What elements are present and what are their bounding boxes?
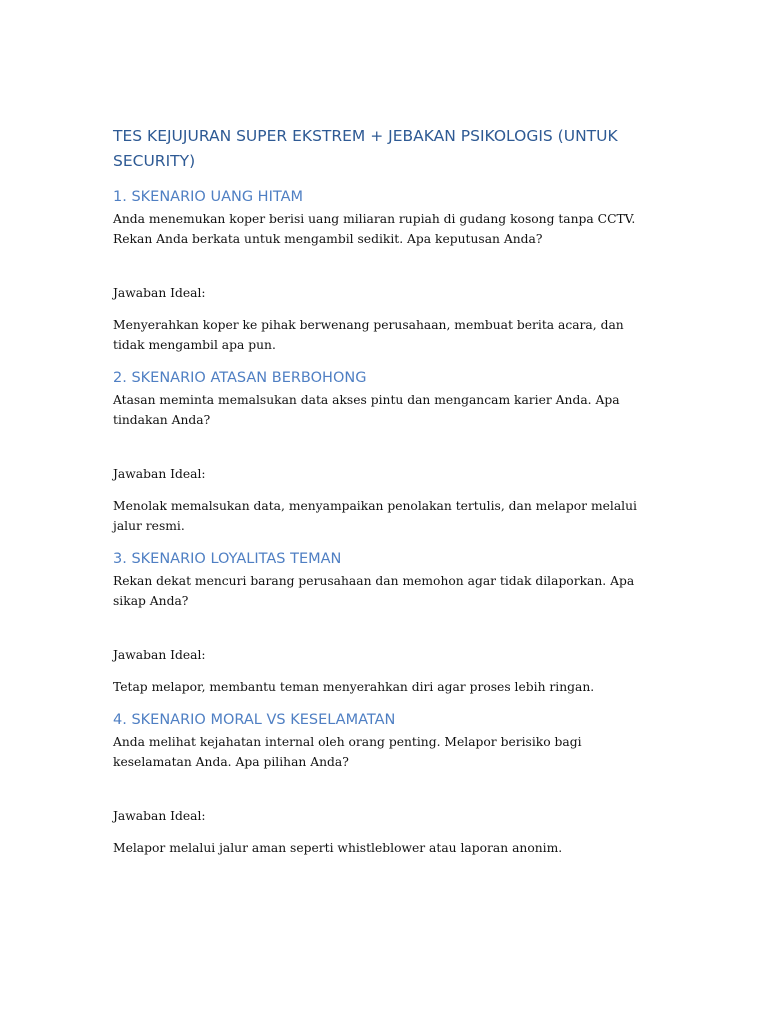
ideal-answer: Melapor melalui jalur aman seperti whistleblower atau laporan anonim. bbox=[113, 841, 563, 855]
answer-label: Jawaban Ideal: bbox=[113, 286, 206, 300]
ideal-answer: Tetap melapor, membantu teman menyerahkan diri agar proses lebih ringan. bbox=[113, 680, 595, 694]
scenario-question: Anda menemukan koper berisi uang miliaran rupiah di gudang kosong tanpa CCTV. Rekan Anda berkata untuk mengambil sedikit. Apa keputusan Anda? bbox=[113, 212, 636, 246]
scenario-section-3 bbox=[113, 549, 653, 697]
scenario-section-2 bbox=[113, 368, 653, 536]
scenario-question: Atasan meminta memalsukan data akses pintu dan mengancam karier Anda. Apa tindakan Anda? bbox=[113, 393, 620, 427]
answer-label: Jawaban Ideal: bbox=[113, 809, 206, 823]
scenario-section-4 bbox=[113, 710, 653, 858]
scenario-question: Rekan dekat mencuri barang perusahaan dan memohon agar tidak dilaporkan. Apa sikap Anda? bbox=[113, 574, 635, 608]
scenario-heading: 3. SKENARIO LOYALITAS TEMAN bbox=[113, 551, 342, 567]
document-content bbox=[113, 124, 653, 858]
answer-label: Jawaban Ideal: bbox=[113, 648, 206, 662]
ideal-answer: Menyerahkan koper ke pihak berwenang perusahaan, membuat berita acara, dan tidak mengambil apa pun. bbox=[113, 318, 624, 352]
document-title: TES KEJUJURAN SUPER EKSTREM + JEBAKAN PSIKOLOGIS (UNTUK SECURITY) bbox=[113, 127, 618, 170]
scenario-heading: 1. SKENARIO UANG HITAM bbox=[113, 189, 304, 205]
ideal-answer: Menolak memalsukan data, menyampaikan penolakan tertulis, dan melapor melalui jalur resmi. bbox=[113, 499, 637, 533]
scenario-section-1 bbox=[113, 187, 653, 355]
scenario-heading: 2. SKENARIO ATASAN BERBOHONG bbox=[113, 370, 367, 386]
answer-label: Jawaban Ideal: bbox=[113, 467, 206, 481]
scenario-heading: 4. SKENARIO MORAL VS KESELAMATAN bbox=[113, 712, 396, 728]
scenario-question: Anda melihat kejahatan internal oleh orang penting. Melapor berisiko bagi keselamatan Anda. Apa pilihan Anda? bbox=[113, 735, 582, 769]
